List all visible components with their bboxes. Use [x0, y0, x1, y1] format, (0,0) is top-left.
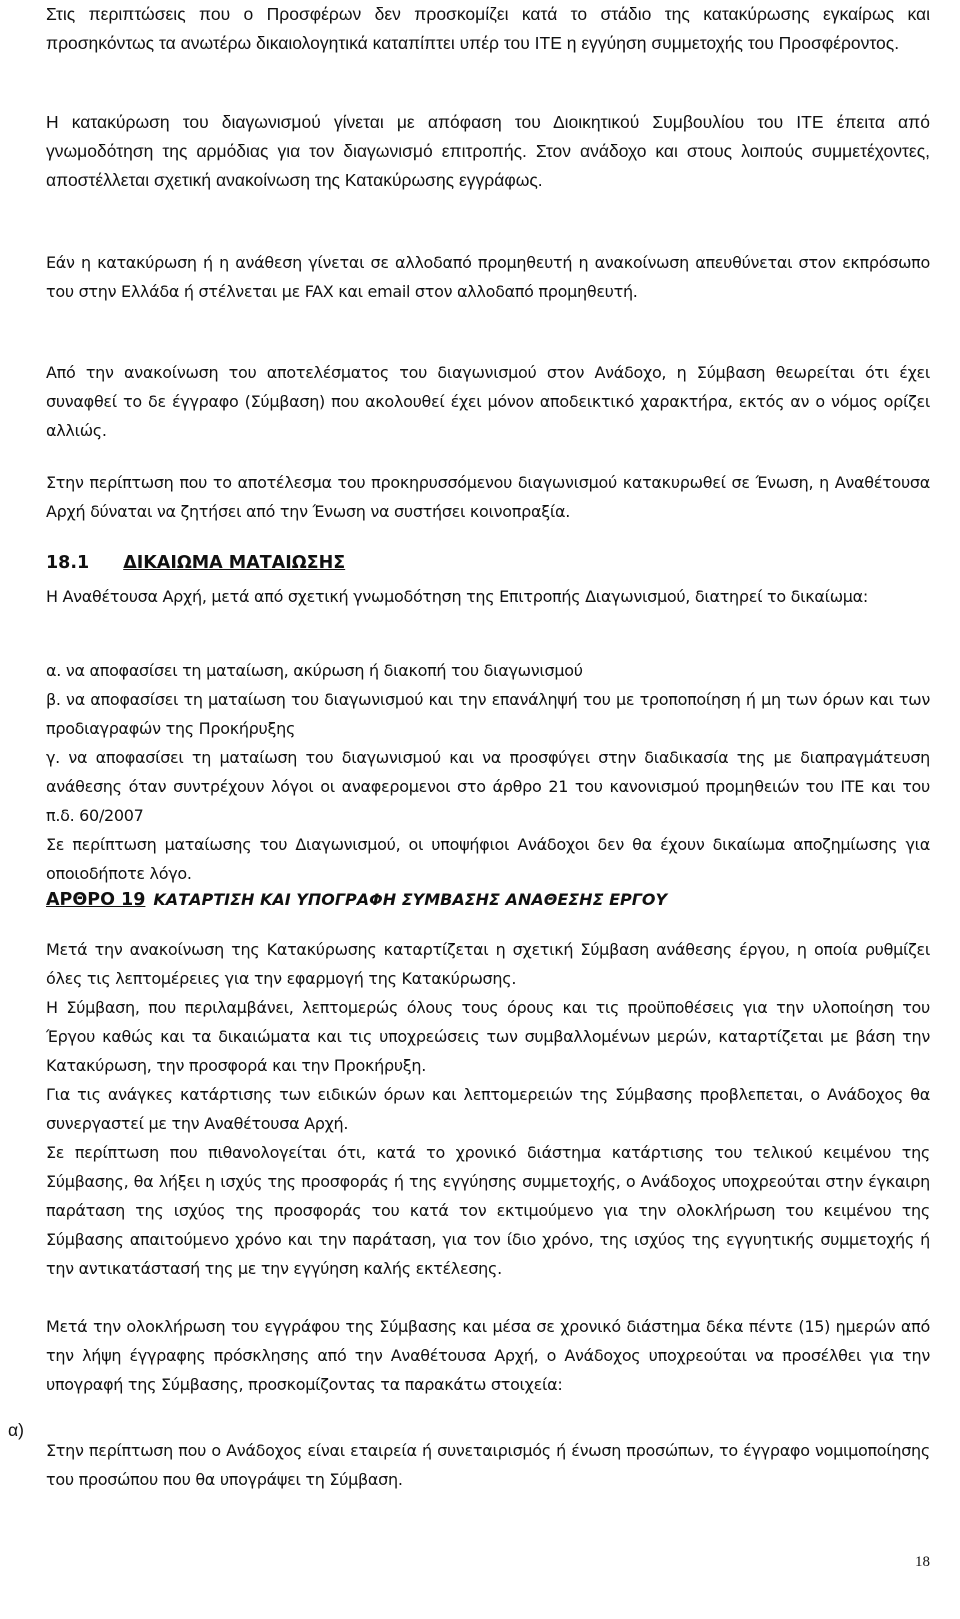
paragraph-foreign-supplier: Εάν η κατακύρωση ή η ανάθεση γίνεται σε αλλοδαπό προμηθευτή η ανακοίνωση απευθύνεται στον εκπρόσωπο του στην Ελλάδα ή στέλνεται με FAX και email στον αλλοδαπό προμηθευτή.: [46, 253, 930, 301]
section-title: ΔΙΚΑΙΩΜΑ ΜΑΤΑΙΩΣΗΣ: [123, 553, 346, 573]
article-19-paragraph-1: Μετά την ανακοίνωση της Κατακύρωσης καταρτίζεται η σχετική Σύμβαση ανάθεσης έργου, η οποία ρυθμίζει όλες τις λεπτομέρειες για την εφαρμογή της Κατακύρωσης.: [46, 940, 930, 988]
article-19-paragraph-2: Η Σύμβαση, που περιλαμβάνει, λεπτομερώς όλους τους όρους και τις προϋποθέσεις για την υλοποίηση του Έργου καθώς και τα δικαιώματα και τις υποχρεώσεις των συμβαλλομένων μερών, καταρτίζεται με βάση την Κατακύρωση, την προσφορά και την Προκήρυξη.: [46, 998, 930, 1075]
paragraph-consortium: Στην περίπτωση που το αποτέλεσμα του προκηρυσσόμενου διαγωνισμού κατακυρωθεί σε Ένωση, η Αναθέτουσα Αρχή δύναται να ζητήσει από την Ένωση να συστήσει κοινοπραξία.: [46, 473, 930, 521]
list-item-c: γ. να αποφασίσει τη ματαίωση του διαγωνισμού και να προσφύγει στην διαδικασία της με διαπραγμάτευση ανάθεσης όταν συντρέχουν λόγοι οι αναφερομενοι στο άρθρο 21 του κανονισμού προμηθειών του ΙΤΕ και του π.δ. 60/2007: [46, 748, 930, 825]
article-19-paragraph-4: Σε περίπτωση που πιθανολογείται ότι, κατά το χρονικό διάστημα κατάρτισης του τελικού κειμένου της Σύμβασης, θα λήξει η ισχύς της προσφοράς ή της εγγύησης συμμετοχής, ο Ανάδοχος υποχρεούται στην έγκαιρη παράταση της ισχύος της προσφοράς του κατά τον εκτιμούμενο για την ολοκλήρωση του κειμένου της Σύμβασης απαιτούμενο χρόνο και την παράταση, για τον ίδιο χρόνο, της ισχύος της εγγυητικής συμμετοχής ή την αντικατάστασή της με την εγγύηση καλής εκτέλεσης.: [46, 1143, 930, 1278]
page-number: 18: [915, 1554, 930, 1570]
article-label: ΑΡΘΡΟ 19: [46, 890, 146, 910]
section-18-1-intro: Η Αναθέτουσα Αρχή, μετά από σχετική γνωμοδότηση της Επιτροπής Διαγωνισμού, διατηρεί το δικαίωμα:: [46, 587, 869, 606]
list-marker-a: α): [8, 1420, 24, 1440]
section-18-1-closing: Σε περίπτωση ματαίωσης του Διαγωνισμού, οι υποψήφιοι Ανάδοχοι δεν θα έχουν δικαίωμα αποζημίωσης για οποιοδήποτε λόγο.: [46, 835, 930, 883]
article-19-paragraph-5: Μετά την ολοκλήρωση του εγγράφου της Σύμβασης και μέσα σε χρονικό διάστημα δέκα πέντε (15) ημερών από την λήψη έγγραφης πρόσκλησης από την Αναθέτουσα Αρχή, ο Ανάδοχος υποχρεούται να προσέλθει για την υπογραφή της Σύμβασης, προσκομίζοντας τα παρακάτω στοιχεία:: [46, 1317, 930, 1394]
list-a-text: Στην περίπτωση που ο Ανάδοχος είναι εταιρεία ή συνεταιρισμός ή ένωση προσώπων, το έγγραφο νομιμοποίησης του προσώπου που θα υπογράψει τη Σύμβαση.: [46, 1441, 930, 1489]
list-item-b: β. να αποφασίσει τη ματαίωση του διαγωνισμού και την επανάληψή του με τροποποίηση ή μη των όρων και των προδιαγραφών της Προκήρυξης: [46, 690, 930, 738]
section-number: 18.1: [46, 553, 90, 573]
list-item-a: α. να αποφασίσει τη ματαίωση, ακύρωση ή διακοπή του διαγωνισμού: [46, 661, 583, 680]
paragraph-contract-conclusion: Από την ανακοίνωση του αποτελέσματος του διαγωνισμού στον Ανάδοχο, η Σύμβαση θεωρείται ότι έχει συναφθεί το δε έγγραφο (Σύμβαση) που ακολουθεί έχει μόνον αποδεικτικό χαρακτήρα, εκτός αν ο νόμος ορίζει αλλιώς.: [46, 363, 930, 440]
article-19-paragraph-3: Για τις ανάγκες κατάρτισης των ειδικών όρων και λεπτομερειών της Σύμβασης προβλεπεται, ο Ανάδοχος θα συνεργαστεί με την Αναθέτουσα Αρχή.: [46, 1085, 930, 1133]
article-title: ΚΑΤΑΡΤΙΣΗ ΚΑΙ ΥΠΟΓΡΑΦΗ ΣΥΜΒΑΣΗΣ ΑΝΑΘΕΣΗΣ ΕΡΓΟΥ: [153, 890, 668, 909]
paragraph-bid-guarantee-forfeit: Στις περιπτώσεις που ο Προσφέρων δεν προσκομίζει κατά το στάδιο της κατακύρωσης εγκαίρως και προσηκόντως τα ανωτέρω δικαιολογητικά καταπίπτει υπέρ του ΙΤΕ η εγγύηση συμμετοχής του Προσφέροντος.: [46, 4, 930, 53]
paragraph-award-decision: Η κατακύρωση του διαγωνισμού γίνεται με απόφαση του Διοικητικού Συμβουλίου του ΙΤΕ έπειτα από γνωμοδότηση της αρμόδιας για τον διαγωνισμό επιτροπής. Στον ανάδοχο και στους λοιπούς συμμετέχοντες, αποστέλλεται σχετική ανακοίνωση της Κατακύρωσης εγγράφως.: [46, 112, 930, 190]
article-19-heading: [46, 890, 667, 910]
section-18-1-heading: [46, 553, 345, 573]
